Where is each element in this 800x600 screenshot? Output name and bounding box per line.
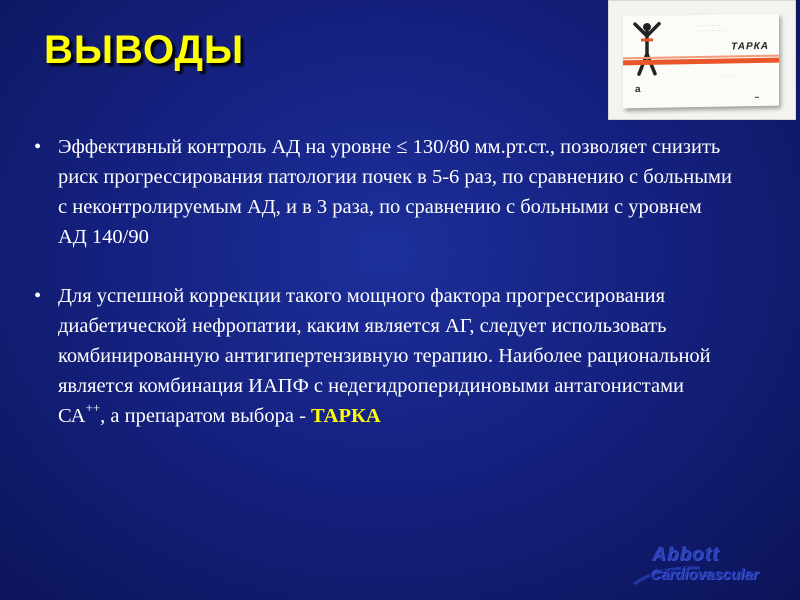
logo-line-2: Cardiovascular [650, 566, 759, 583]
box-small-text: · · · · · · · · · · · · · · · · · · · · · · [697, 22, 726, 34]
box-caption: · · · · · · · · [721, 72, 740, 78]
bullet-marker: • [34, 136, 42, 158]
bullet-text-2: Для успешной коррекции такого мощного фактора прогрессирования диабетической нефропатии, каким является АГ, следует использовать комбинированную антигипертензивную терапию. Наиболее рациональной является комбинация ИАПФ с недегидроперидиновыми антагонистами СА [58, 285, 711, 427]
figure-icon [627, 18, 667, 79]
box-code: ▬ [755, 93, 759, 100]
bullet-item-2 [34, 281, 734, 431]
bullet-text-1: Эффективный контроль АД на уровне ≤ 130/80 мм.рт.ст., позволяет снизить риск прогрессирования патологии почек в 5-6 раз, по сравнению с больными с неконтролируемым АД, и в 3 раза, по сравнению с больными с уровнем АД 140/90 [58, 136, 732, 248]
box-brand: ТАРКА [731, 40, 769, 53]
drug-highlight: ТАРКА [311, 405, 381, 427]
slide-title: ВЫВОДЫ [44, 28, 245, 72]
maker-logo: a [635, 84, 641, 96]
product-image [608, 0, 796, 120]
abbott-logo [630, 544, 795, 594]
superscript: ++ [85, 400, 101, 416]
logo-line-1: Abbott [652, 544, 720, 565]
medicine-box [623, 14, 779, 109]
bullet-list [34, 132, 734, 460]
bullet-text-2-tail: , а препаратом выбора - [100, 405, 312, 427]
bullet-item-1 [34, 132, 734, 252]
bullet-marker: • [34, 285, 42, 307]
